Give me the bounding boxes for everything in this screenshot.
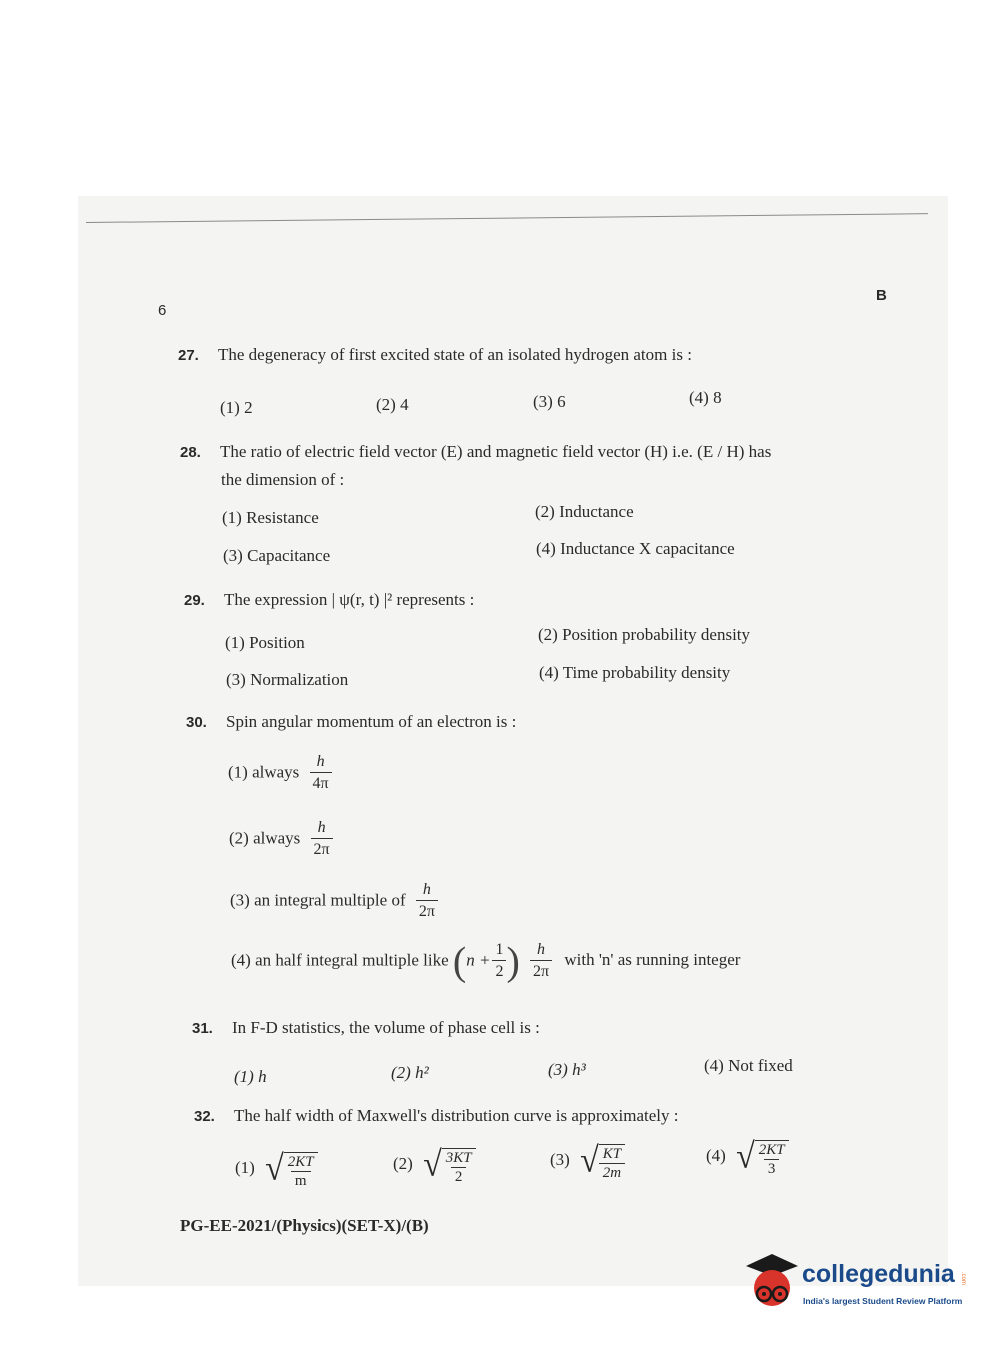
- option-label: (3) an integral multiple of: [230, 890, 406, 910]
- radicand-denominator: 3: [764, 1159, 780, 1178]
- q31-option-4: (4) Not fixed: [704, 1056, 793, 1075]
- expression: n +: [466, 950, 491, 970]
- q27-option-2: (2) 4: [376, 395, 409, 414]
- question-number: 32.: [194, 1108, 215, 1125]
- q31-option-1: (1) h: [234, 1067, 267, 1086]
- question-text: The ratio of electric field vector (E) and magnetic field vector (H) i.e. (E / H) has: [220, 442, 772, 461]
- radicand-numerator: 2KT: [758, 1142, 785, 1158]
- q32-option-3: [550, 1140, 625, 1182]
- question-number: 28.: [180, 444, 201, 461]
- radicand-denominator: 2: [451, 1167, 467, 1186]
- q27-option-3: (3) 6: [533, 392, 566, 411]
- q29-option-1: (1) Position: [225, 633, 305, 652]
- q31-option-2: (2) h²: [391, 1063, 429, 1082]
- fraction: [530, 940, 552, 983]
- question-number: 29.: [184, 592, 205, 609]
- fraction-denominator: 2π: [416, 900, 438, 923]
- radical-sign: √: [736, 1137, 755, 1176]
- option-label: (1): [235, 1157, 255, 1177]
- radical-sign: √: [580, 1141, 599, 1180]
- option-suffix: with 'n' as running integer: [564, 950, 741, 970]
- brand-name: collegedunia: [802, 1260, 955, 1288]
- q30-option-4: [231, 940, 740, 983]
- open-paren: (: [452, 938, 467, 984]
- question-text: The degeneracy of first excited state of an isolated hydrogen atom is :: [218, 345, 692, 364]
- q30-option-3: [230, 880, 438, 923]
- q28-option-4: (4) Inductance X capacitance: [536, 539, 735, 558]
- radicand-numerator: KT: [602, 1146, 622, 1162]
- q28-option-1: (1) Resistance: [222, 508, 319, 527]
- fraction-denominator: 2π: [311, 838, 333, 861]
- question-number: 30.: [186, 714, 207, 731]
- fraction-numerator: h: [317, 819, 326, 836]
- question-28-line-2: the dimension of :: [221, 470, 345, 489]
- q32-option-2: [393, 1144, 476, 1186]
- fraction-numerator: h: [537, 941, 546, 958]
- q30-option-2: [229, 818, 333, 861]
- option-label: (2) always: [229, 828, 301, 848]
- fraction-denominator: 4π: [310, 772, 332, 795]
- collegedunia-logo: [742, 1250, 972, 1322]
- question-text: The half width of Maxwell's distribution curve is approximately :: [234, 1106, 679, 1125]
- question-31: [192, 1018, 540, 1038]
- fraction-numerator: h: [316, 753, 325, 770]
- radicand-numerator: 3KT: [445, 1150, 472, 1166]
- option-label: (3): [550, 1149, 570, 1169]
- brand-suffix: .com: [960, 1272, 966, 1286]
- radicand-numerator: 2KT: [287, 1154, 314, 1170]
- q29-option-2: (2) Position probability density: [538, 625, 751, 644]
- fraction: [416, 880, 438, 923]
- fraction: [311, 818, 333, 861]
- q27-option-1: (1) 2: [220, 398, 253, 417]
- square-root: [736, 1136, 789, 1178]
- q31-option-3: (3) h³: [548, 1060, 586, 1079]
- q29-option-3: (3) Normalization: [226, 670, 349, 689]
- square-root: [265, 1148, 318, 1190]
- question-text: In F-D statistics, the volume of phase cell is :: [232, 1018, 540, 1037]
- radical-sign: √: [423, 1145, 442, 1184]
- question-29: [184, 590, 474, 610]
- option-label: (1) always: [228, 762, 300, 782]
- close-paren: ): [506, 938, 520, 984]
- question-32: [194, 1106, 679, 1126]
- question-text: Spin angular momentum of an electron is :: [226, 712, 517, 731]
- radical-sign: √: [265, 1149, 284, 1188]
- question-30: [186, 712, 516, 732]
- fraction-numerator: h: [422, 881, 431, 898]
- q27-option-4: (4) 8: [689, 388, 722, 407]
- q32-option-1: [235, 1148, 318, 1190]
- square-root: [580, 1140, 625, 1182]
- q30-option-1: [228, 752, 332, 795]
- brand-tagline: India's largest Student Review Platform: [803, 1296, 963, 1306]
- page-number: 6: [158, 302, 167, 319]
- question-number: 31.: [192, 1020, 213, 1037]
- fraction-numerator: 1: [495, 941, 504, 958]
- set-code: B: [876, 287, 887, 304]
- fraction-denominator: 2π: [530, 960, 552, 983]
- question-text: The expression | ψ(r, t) |² represents :: [224, 590, 475, 609]
- option-label: (2): [393, 1153, 413, 1173]
- question-28: [180, 442, 771, 462]
- q29-option-4: (4) Time probability density: [539, 663, 731, 682]
- q32-option-4: [706, 1136, 789, 1178]
- paper-code-footer: PG-EE-2021/(Physics)(SET-X)/(B): [180, 1216, 429, 1235]
- fraction: [310, 752, 332, 795]
- mascot-icon: [742, 1250, 800, 1314]
- question-27: [178, 345, 692, 365]
- q28-option-3: (3) Capacitance: [223, 546, 331, 565]
- q28-option-2: (2) Inductance: [535, 502, 634, 521]
- question-number: 27.: [178, 347, 199, 364]
- half-fraction: [492, 940, 506, 983]
- radicand-denominator: 2m: [599, 1163, 625, 1182]
- fraction-denominator: 2: [492, 960, 506, 983]
- square-root: [423, 1144, 476, 1186]
- radicand-denominator: m: [291, 1171, 311, 1190]
- option-label: (4): [706, 1145, 726, 1165]
- option-label: (4) an half integral multiple like: [231, 950, 449, 970]
